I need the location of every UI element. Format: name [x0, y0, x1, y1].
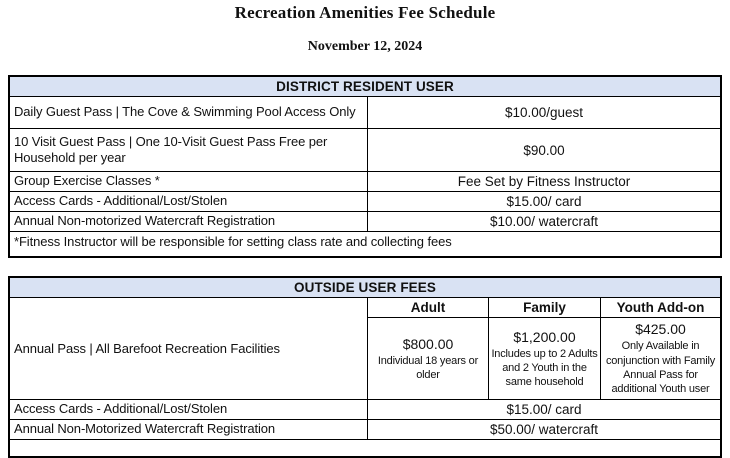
table-row [10, 97, 720, 129]
table-row [10, 400, 720, 420]
fee-value: $90.00 [523, 142, 565, 158]
fee-label: Access Cards - Additional/Lost/Stolen [10, 192, 368, 211]
table-row [10, 420, 720, 440]
column-header-family: Family [489, 298, 601, 317]
fee-label: 10 Visit Guest Pass | One 10-Visit Guest Pass Free per Household per year [10, 129, 368, 171]
fitness-instructor-footnote: *Fitness Instructor will be responsible for setting class rate and collecting fees [14, 233, 452, 249]
page-title: Recreation Amenities Fee Schedule [234, 3, 496, 22]
column-header-youth: Youth Add-on [616, 300, 705, 315]
table-row [10, 212, 720, 232]
youth-fee-cell [601, 318, 720, 399]
table-row [10, 129, 720, 172]
district-table-header: DISTRICT RESIDENT USER [10, 77, 720, 97]
fee-label: Annual Non-motorized Watercraft Registration [10, 212, 368, 231]
page-date: November 12, 2024 [307, 39, 423, 54]
annual-pass-label: Annual Pass | All Barefoot Recreation Facilities [10, 298, 368, 399]
fee-label: Group Exercise Classes * [10, 172, 368, 191]
adult-fee-cell [368, 318, 489, 399]
fee-value: $10.00/guest [504, 105, 584, 120]
annual-pass-fees [368, 318, 720, 399]
column-header-adult: Adult [368, 298, 489, 317]
outside-table-header: OUTSIDE USER FEES [10, 278, 720, 298]
fee-value: $10.00/ watercraft [489, 214, 599, 229]
table-row [10, 172, 720, 192]
fee-label: Daily Guest Pass | The Cove & Swimming Pool Access Only [10, 97, 368, 128]
family-note: Includes up to 2 Adults and 2 Youth in the same household [491, 347, 598, 389]
annual-pass-row [10, 298, 720, 400]
outside-user-fees-table [8, 276, 722, 458]
fee-label: Access Cards - Additional/Lost/Stolen [10, 400, 368, 419]
empty-spacer-row [10, 440, 720, 452]
fee-label: Annual Non-Motorized Watercraft Registration [10, 420, 368, 439]
adult-price: $800.00 [402, 335, 454, 352]
adult-note: Individual 18 years or older [377, 354, 479, 381]
annual-pass-columns [368, 298, 720, 399]
fee-value: $15.00/ card [506, 194, 582, 209]
fee-value: Fee Set by Fitness Instructor [457, 174, 631, 189]
fee-value: $15.00/ card [506, 402, 582, 417]
family-price: $1,200.00 [513, 328, 576, 345]
youth-note: Only Available in conjunction with Family Annual Pass for additional Youth user [605, 340, 716, 396]
table-row [10, 192, 720, 212]
fee-value: $50.00/ watercraft [489, 422, 599, 437]
district-resident-table [8, 75, 722, 258]
column-header-row [368, 298, 720, 318]
family-fee-cell [489, 318, 601, 399]
youth-price: $425.00 [635, 321, 686, 338]
